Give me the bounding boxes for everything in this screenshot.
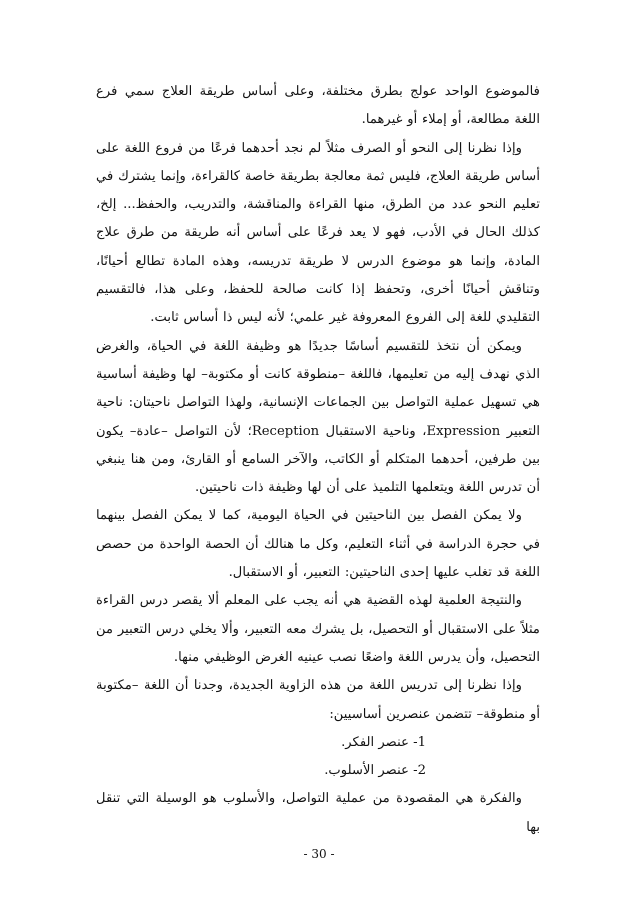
list-item-2: 2- عنصر الأسلوب. (324, 763, 426, 779)
paragraph-6: وإذا نظرنا إلى تدريس اللغة من هذه الزاوية الجديدة، وجدنا أن اللغة –مكتوبة أو منطوقة– تتضمن عنصرين أساسيين: (96, 678, 540, 722)
paragraph-4: ولا يمكن الفصل بين الناحيتين في الحياة اليومية، كما لا يمكن الفصل بينهما في حجرة الدراسة في أثناء التعليم، وكل ما هنالك أن الحصة الواحدة من حصص اللغة قد تغلب عليها إحدى الناحيتين: التعبير، أو الاستقبال. (96, 508, 540, 581)
paragraph-3: ويمكن أن نتخذ للتقسيم أساسًا جديدًا هو وظيفة اللغة في الحياة، والغرض الذي نهدف إليه من تعليمها، فاللغة –منطوقة كانت أو مكتوبة– لها وظيفة أساسية هي تسهيل عملية التواصل بين الجماعات الإنسانية، ولهذا التواصل ناحيتان: ناحية التعبير Expression، وناحية الاستقبال Reception؛ لأن التواصل –عادة– يكون بين طرفين، أحدهما المتكلم أو الكاتب، والآخر السامع أو القارئ، ومن هنا ينبغي أن تدرس اللغة ويتعلمها التلميذ على أن لها وظيفة ذات ناحيتين. (96, 338, 541, 496)
page-number: - 30 - (303, 847, 335, 861)
closing-paragraph: والفكرة هي المقصودة من عملية التواصل، والأسلوب هو الوسيلة التي تنقل بها (96, 791, 540, 835)
paragraph-1: فالموضوع الواحد عولج بطرق مختلفة، وعلى أساس طريقة العلاج سمي فرع اللغة مطالعة، أو إملاء أو غيرهما. (96, 84, 540, 128)
page-content (96, 78, 540, 842)
list-item-1: 1- عنصر الفكر. (341, 734, 426, 750)
paragraph-5: والنتيجة العلمية لهذه القضية هي أنه يجب على المعلم ألا يقصر درس القراءة مثلاً على الاستقبال أو التحصيل، بل يشرك معه التعبير، وألا يخلي درس التعبير من التحصيل، وأن يدرس اللغة واضعًا نصب عينيه الغرض الوظيفي منها. (96, 593, 540, 665)
paragraph-2: وإذا نظرنا إلى النحو أو الصرف مثلاً لم نجد أحدهما فرعًا من فروع اللغة على أساس طريقة العلاج، فليس ثمة معالجة بطريقة خاصة كالقراءة، وإنما يشترك في تعليم النحو عدد من الطرق، منها القراءة والمناقشة، والتدريب، والحفظ... إلخ، كذلك الحال في الأدب، فهو لا يعد فرعًا على أساس أنه طريقة من طرق علاج المادة، وإنما هو موضوع الدرس لا طريقة تدريسه، وهذه المادة تطالع أحيانًا، وتناقش أحيانًا أخرى، وتحفظ إذا كانت صالحة للحفظ، وعلى هذا، فالتقسيم التقليدي للغة إلى الفروع المعروفة غير علمي؛ لأنه ليس ذا أساس ثابت. (96, 140, 540, 326)
